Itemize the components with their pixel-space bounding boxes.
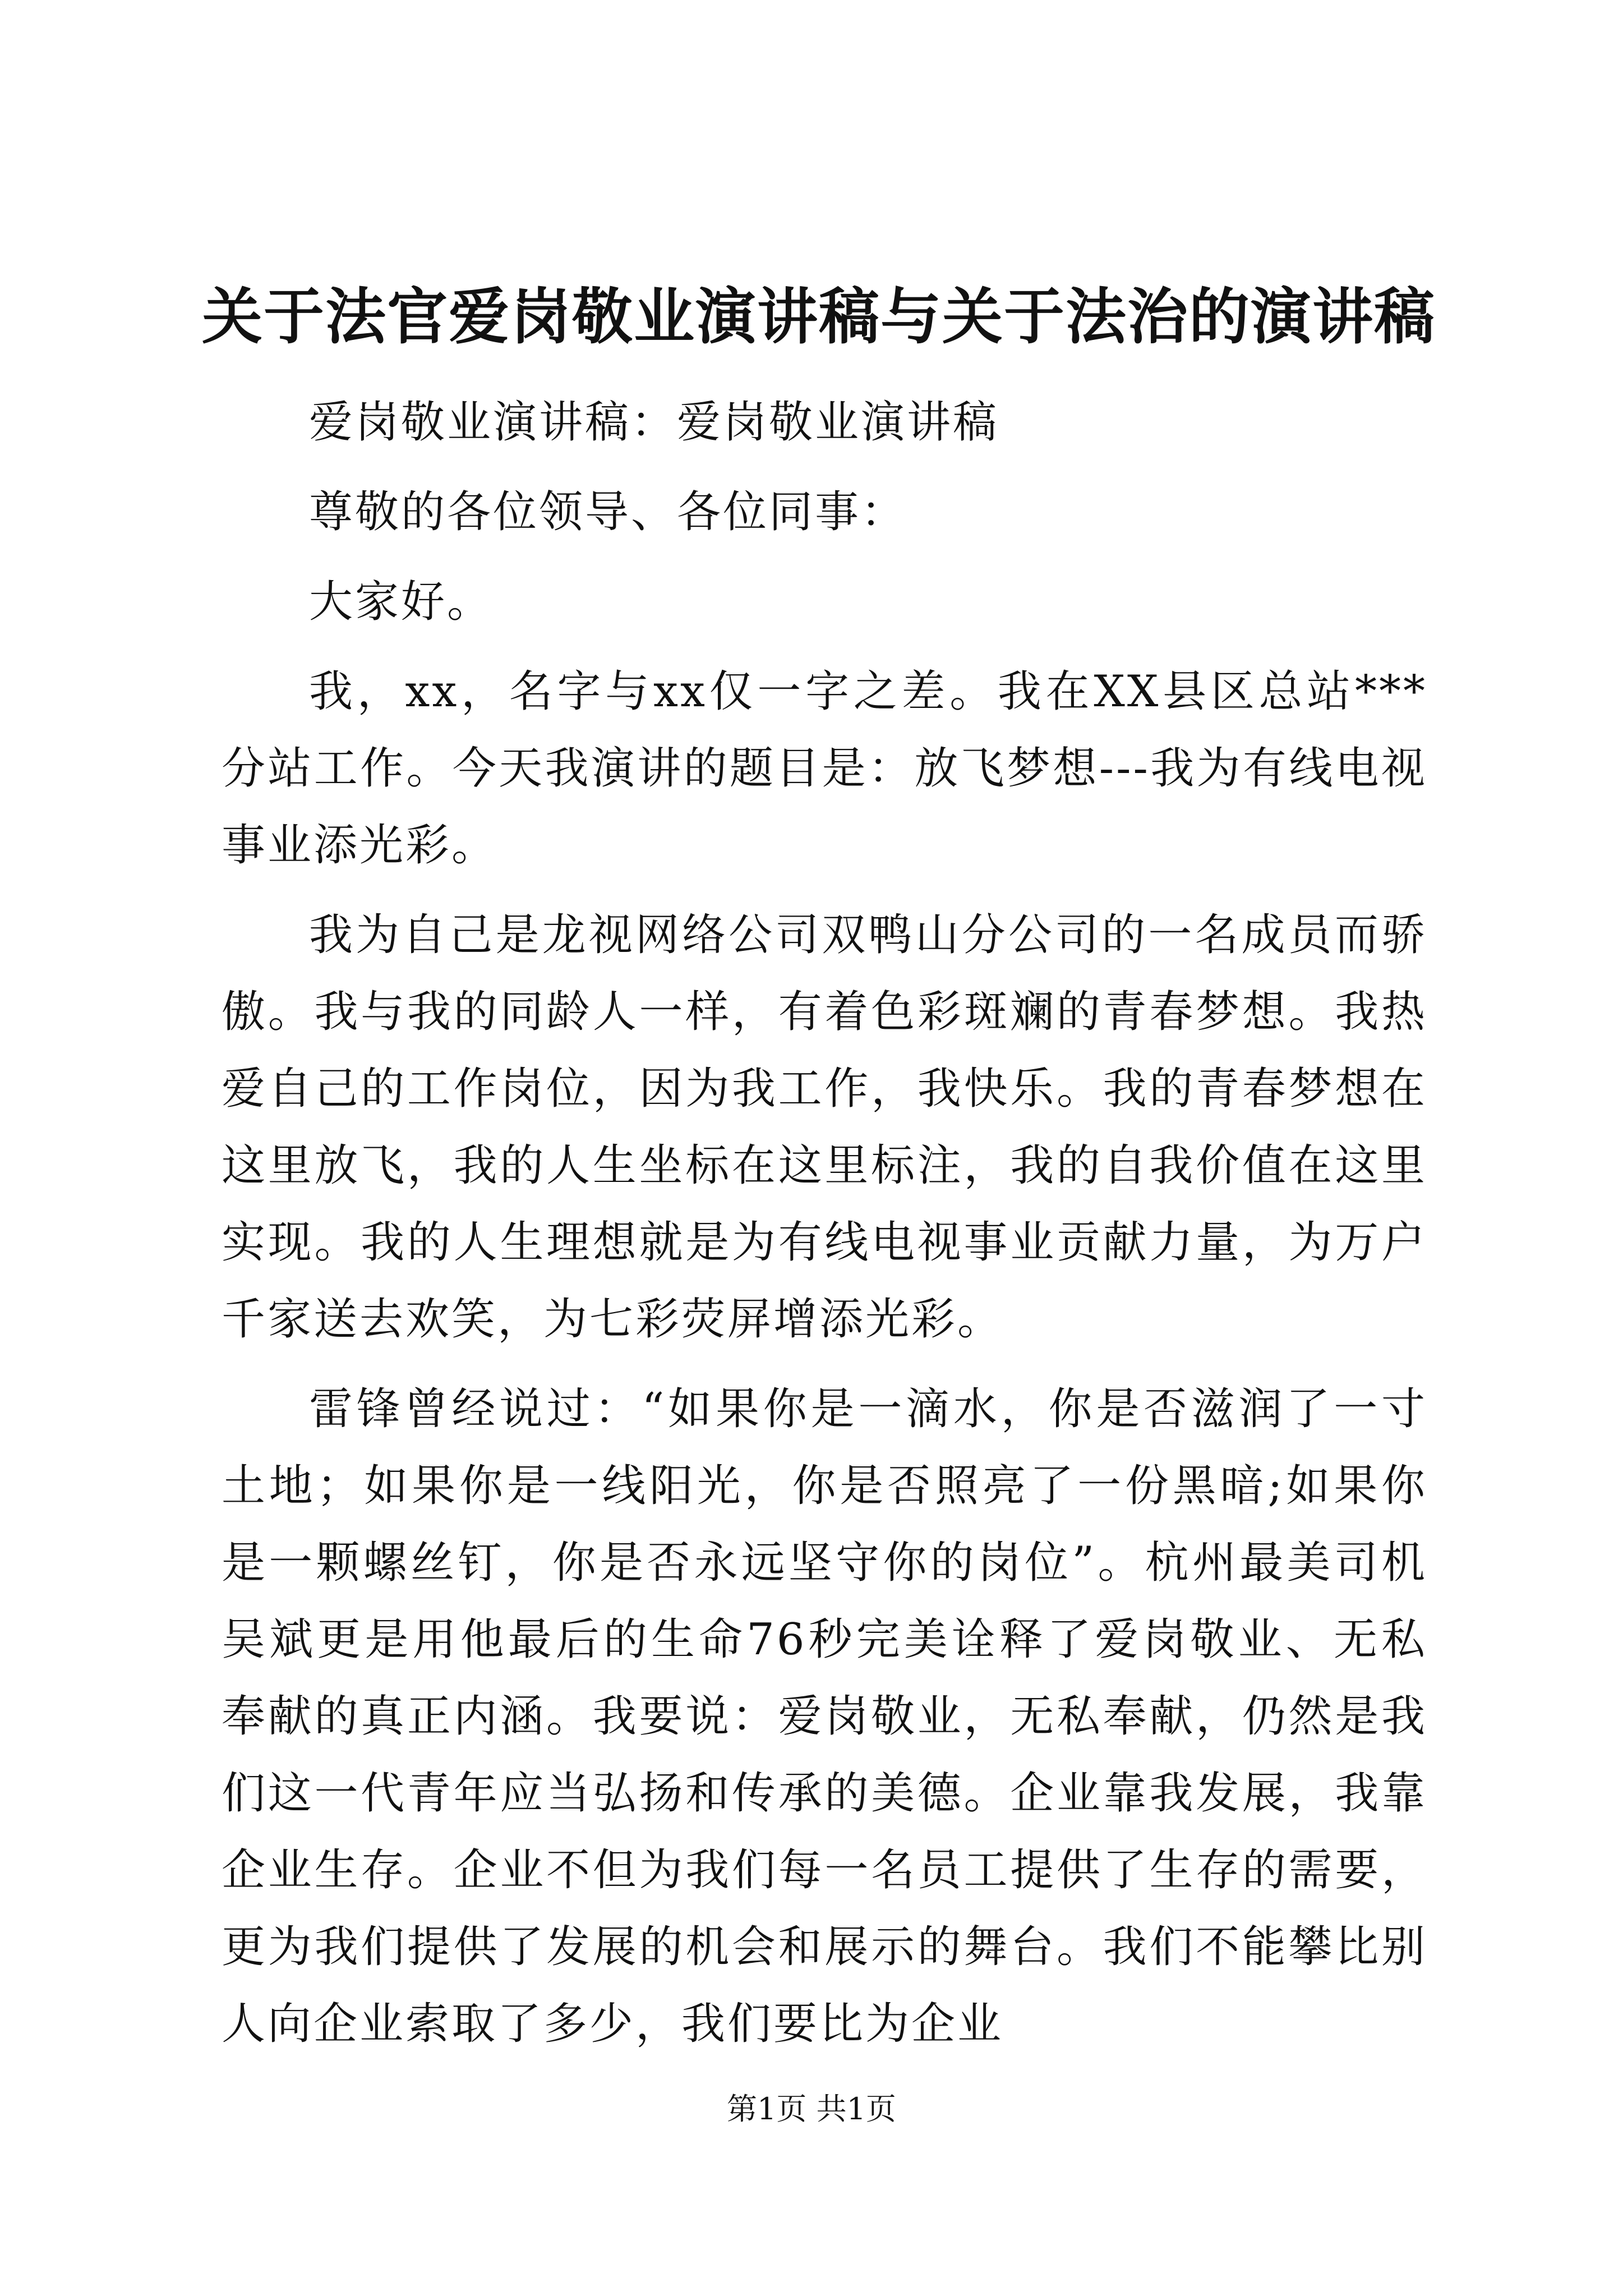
paragraph-pride: 我为自己是龙视网络公司双鸭山分公司的一名成员而骄傲。我与我的同龄人一样，有着色彩斑斓的青春梦想。我热爱自己的工作岗位，因为我工作，我快乐。我的青春梦想在这里放飞，我的人生坐标在这里标注，我的自我价值在这里实现。我的人生理想就是为有线电视事业贡献力量，为万户千家送去欢笑，为七彩荧屏增添光彩。 <box>222 910 1427 1345</box>
document-body <box>222 384 1427 2076</box>
document-title: 关于法官爱岗敬业演讲稿与关于法治的演讲稿 <box>202 282 1436 352</box>
paragraph-subtitle: 爱岗敬业演讲稿：爱岗敬业演讲稿 <box>309 397 999 448</box>
paragraph-salutation: 尊敬的各位领导、各位同事： <box>309 487 907 537</box>
page-footer: 第1页 共1页 <box>727 2091 896 2127</box>
paragraph-greeting: 大家好。 <box>309 577 494 627</box>
paragraph-introduction: 我，xx，名字与xx仅一字之差。我在XX县区总站***分站工作。今天我演讲的题目是：放飞梦想---我为有线电视事业添光彩。 <box>222 666 1427 871</box>
paragraph-leifeng-quote: 雷锋曾经说过：“如果你是一滴水，你是否滋润了一寸土地；如果你是一线阳光，你是否照亮了一份黑暗;如果你是一颗螺丝钉，你是否永远坚守你的岗位”。杭州最美司机吴斌更是用他最后的生命76秒完美诠释了爱岗敬业、无私奉献的真正内涵。我要说：爱岗敬业，无私奉献，仍然是我们这一代青年应当弘扬和传承的美德。企业靠我发展，我靠企业生存。企业不但为我们每一名员工提供了生存的需要，更为我们提供了发展的机会和展示的舞台。我们不能攀比别人向企业索取了多少，我们要比为企业 <box>222 1384 1427 2049</box>
